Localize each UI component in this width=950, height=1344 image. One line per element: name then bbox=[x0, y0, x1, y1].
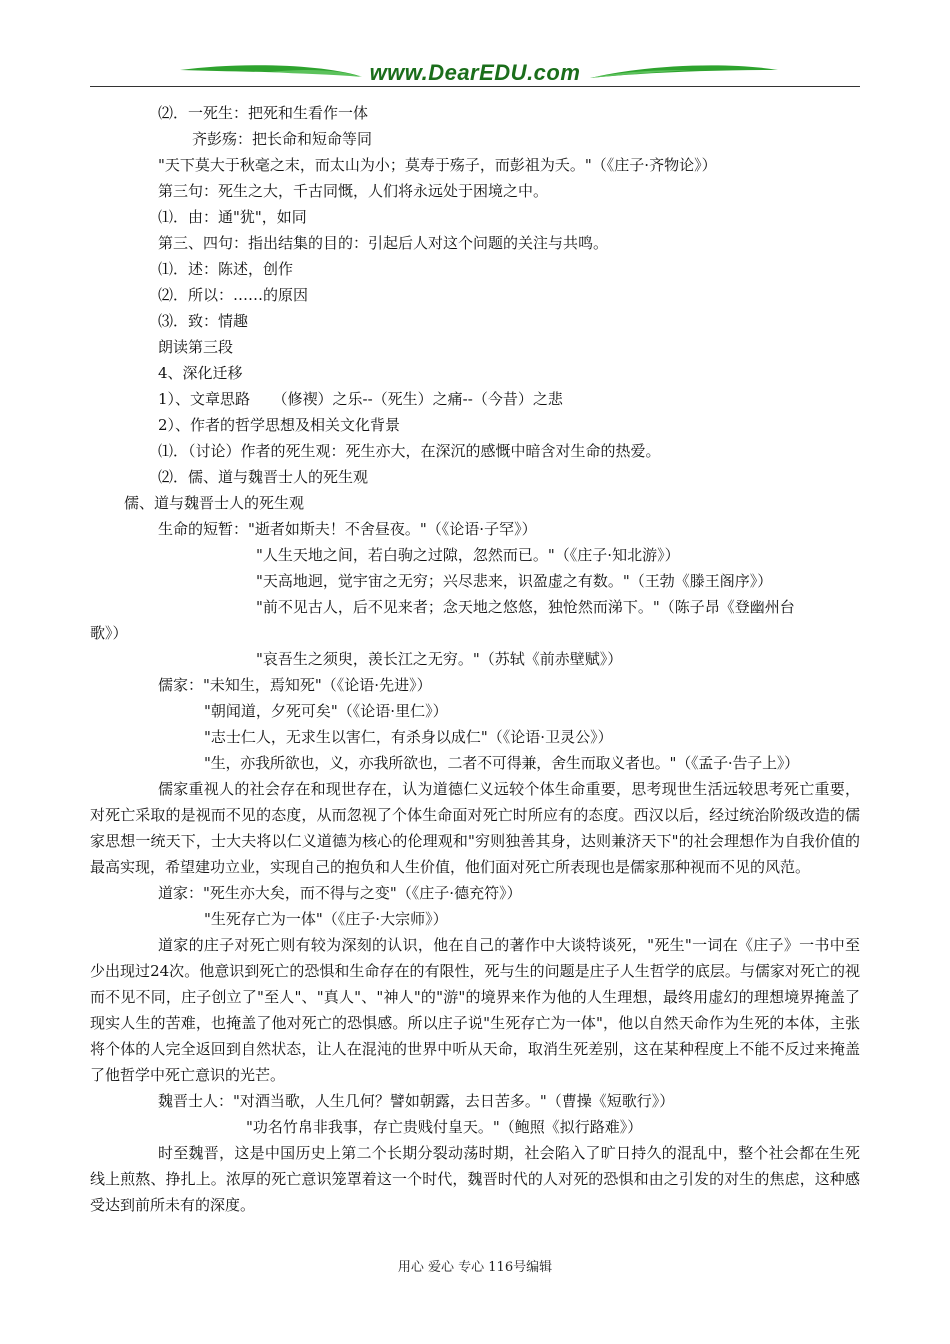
text-line: ⑴．由：通"犹"，如同 bbox=[158, 208, 307, 226]
paragraph: 道家的庄子对死亡则有较为深刻的认识，他在自己的著作中大谈特谈死，"死生"一词在《庄子》一书中至少出现过24次。他意识到死亡的恐惧和生命存在的有限性，死与生的问题是庄子人生哲学的底层。与儒家对死亡的视而不见不同，庄子创立了"至人"、"真人"、"神人"的"游"的境界来作为他的人生理想，最终用虚幻的理想境界掩盖了现实人生的苦难，也掩盖了他对死亡的恐惧感。所以庄子说"生死存亡为一体"，他以自然天命作为生死的本体，主张将个体的人完全返回到自然状态，让人在混沌的世界中听从天命，取消生死差别，这在某种程度上不能不反过来掩盖了他哲学中死亡意识的光芒。 bbox=[90, 936, 860, 1084]
page-footer: 用心 爱心 专心 116号编辑 bbox=[397, 1260, 553, 1275]
quote-line: "志士仁人，无求生以害仁，有杀身以成仁"（《论语·卫灵公》） bbox=[204, 728, 613, 746]
quote-line-continued: 歌》） bbox=[90, 624, 128, 642]
quote-line: "生死存亡为一体"（《庄子·大宗师》） bbox=[204, 910, 448, 928]
site-header bbox=[90, 52, 860, 90]
text-line: ⑵．所以：……的原因 bbox=[158, 286, 309, 304]
text-line: ⑴．（讨论）作者的死生观：死生亦大，在深沉的感慨中暗含对生命的热爱。 bbox=[158, 442, 661, 460]
quote-line: "天高地迥，觉宇宙之无穷；兴尽悲来，识盈虚之有数。"（王勃《滕王阁序》） bbox=[256, 572, 773, 590]
section-heading: 4、深化迁移 bbox=[158, 364, 243, 382]
subsection-heading: 儒、道与魏晋士人的死生观 bbox=[124, 494, 305, 512]
text-line: ⑶．致：情趣 bbox=[158, 312, 249, 330]
quote-line: "前不见古人，后不见来者；念天地之悠悠，独怆然而涕下。"（陈子昂《登幽州台 bbox=[256, 598, 795, 616]
text-line: 2）、作者的哲学思想及相关文化背景 bbox=[158, 416, 401, 434]
quote-line: "哀吾生之须臾，羡长江之无穷。"（苏轼《前赤壁赋》） bbox=[256, 650, 623, 668]
quote-line: "生，亦我所欲也，义，亦我所欲也，二者不可得兼，舍生而取义者也。"（《孟子·告子上》） bbox=[204, 754, 799, 772]
text-line: 儒家："未知生，焉知死"（《论语·先进》） bbox=[158, 676, 432, 694]
text-line: 1）、文章思路 （修禊）之乐--（死生）之痛--（今昔）之悲 bbox=[158, 390, 563, 408]
quote-line: "人生天地之间，若白驹之过隙，忽然而已。"（《庄子·知北游》） bbox=[256, 546, 680, 564]
right-swoosh bbox=[590, 65, 778, 78]
text-line: ⑴．述：陈述，创作 bbox=[158, 260, 294, 278]
text-line: 第三、四句：指出结集的目的：引起后人对这个问题的关注与共鸣。 bbox=[158, 234, 609, 252]
text-line: 第三句：死生之大，千古同慨，人们将永远处于困境之中。 bbox=[158, 182, 549, 200]
site-logo-text: www.DearEDU.com bbox=[369, 60, 581, 85]
text-line: "天下莫大于秋毫之末，而太山为小；莫寿于殇子，而彭祖为夭。"（《庄子·齐物论》） bbox=[158, 156, 717, 174]
header-divider bbox=[90, 86, 860, 87]
text-line: 生命的短暂："逝者如斯夫！不舍昼夜。"（《论语·子罕》） bbox=[158, 520, 537, 538]
paragraph: 儒家重视人的社会存在和现世存在，认为道德仁义远较个体生命重要，思考现世生活远较思考死亡重要，对死亡采取的是视而不见的态度，从而忽视了个体生命面对死亡时所应有的态度。西汉以后，经过统治阶级改造的儒家思想一统天下，士大夫将以仁义道德为核心的伦理观和"穷则独善其身，达则兼济天下"的社会理想作为自我价值的最高实现，希望建功立业，实现自己的抱负和人生价值，他们面对死亡所表现也是儒家那种视而不见的风范。 bbox=[90, 780, 860, 876]
text-line: ⑵．儒、道与魏晋士人的死生观 bbox=[158, 468, 369, 486]
quote-line: "功名竹帛非我事，存亡贵贱付皇天。"（鲍照《拟行路难》） bbox=[246, 1118, 643, 1136]
text-line: 道家："死生亦大矣，而不得与之变"（《庄子·德充符》） bbox=[158, 884, 522, 902]
text-line: 朗读第三段 bbox=[158, 338, 234, 356]
text-line: 魏晋士人："对酒当歌，人生几何？譬如朝露，去日苦多。"（曹操《短歌行》） bbox=[158, 1092, 675, 1110]
quote-line: "朝闻道，夕死可矣"（《论语·里仁》） bbox=[204, 702, 448, 720]
document-body bbox=[90, 100, 860, 1218]
text-line: ⑵．一死生：把死和生看作一体 bbox=[158, 104, 369, 122]
text-line: 齐彭殇：把长命和短命等同 bbox=[192, 130, 373, 148]
paragraph: 时至魏晋，这是中国历史上第二个长期分裂动荡时期，社会陷入了旷日持久的混乱中，整个社会都在生死线上煎熬、挣扎上。浓厚的死亡意识笼罩着这一个时代，魏晋时代的人对死的恐惧和由之引发的对生的焦虑，这种感受达到前所未有的深度。 bbox=[90, 1144, 860, 1214]
